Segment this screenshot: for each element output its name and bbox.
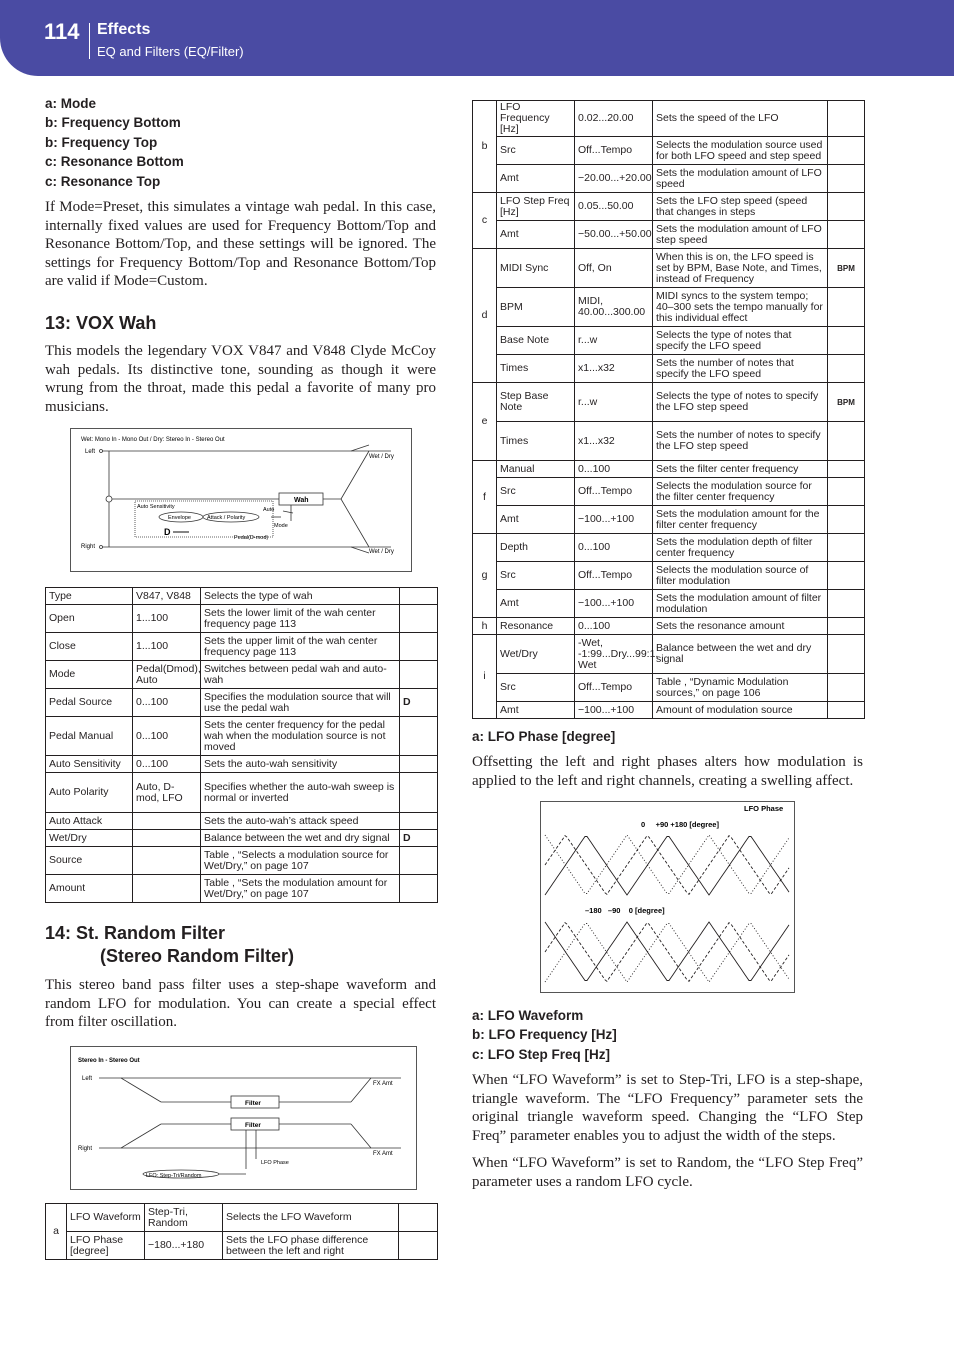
sync-icon: [828, 562, 865, 590]
dmod-icon: D: [164, 527, 171, 537]
envelope-label: Envelope: [168, 515, 191, 521]
phase-waveforms: [545, 835, 789, 982]
attack-polarity-label: Attack / Polarity: [207, 515, 246, 521]
table-row: Auto Sensitivity 0...100 Sets the auto-wah sensitivity: [46, 756, 438, 773]
filter-block: Filter: [245, 1100, 261, 1107]
dmod-icon: D: [400, 689, 438, 717]
sync-icon: [828, 355, 865, 383]
sync-icon: [828, 288, 865, 327]
table-row: Pedal Manual 0...100 Sets the center frequency for the pedal wah when the modulation source is not moved: [46, 717, 438, 756]
header-divider: [89, 23, 90, 59]
table-row: Amt −20.00...+20.00 Sets the modulation amount of LFO speed: [473, 165, 865, 193]
table-row: Times x1...x32 Sets the number of notes that specify the LFO speed: [473, 355, 865, 383]
page-header: [0, 0, 954, 76]
top-phase-ticks: 0 +90 +180 [degree]: [641, 820, 719, 829]
table-row: c LFO Step Freq [Hz] 0.05...50.00 Sets the LFO step speed (speed that changes in steps: [473, 193, 865, 221]
table-row: i Wet/Dry -Wet, -1:99...Dry...99:1, Wet Balance between the wet and dry signal: [473, 635, 865, 674]
table-row: Source Table , “Selects a modulation source for Wet/Dry,” on page 107: [46, 847, 438, 875]
table-row: Amount Table , “Sets the modulation amount for Wet/Dry,” on page 107: [46, 875, 438, 903]
lfo-waveform-description: [472, 1071, 863, 1192]
param-label: c: Resonance Top: [45, 173, 161, 189]
table-row: g Depth 0...100 Sets the modulation depth of filter center frequency: [473, 534, 865, 562]
chapter-title: Effects: [97, 21, 151, 38]
table-row: Src Off...Tempo Table , “Dynamic Modulation sources,” on page 106: [473, 674, 865, 702]
page-number: 114: [44, 19, 80, 44]
table-row: e Step Base Note r...w Selects the type of notes to specify the LFO step speed BPM: [473, 383, 865, 422]
mode-label: Mode: [274, 523, 288, 529]
table-row: BPM MIDI, 40.00...300.00 MIDI syncs to the system tempo; 40–300 sets the tempo manually for this individual effect: [473, 288, 865, 327]
vox-wah-parameter-table: [45, 587, 438, 903]
sync-icon: [828, 422, 865, 461]
dmod-icon: [400, 717, 438, 756]
dmod-icon: [400, 773, 438, 813]
table-row: Amt −100...+100 Sets the modulation amount for the filter center frequency: [473, 506, 865, 534]
param-label: b: LFO Frequency [Hz]: [472, 1027, 617, 1043]
table-row: Mode Pedal(Dmod), Auto Switches between pedal wah and auto-wah: [46, 661, 438, 689]
random-filter-description: [45, 976, 436, 1032]
dmod-icon: [400, 847, 438, 875]
lfo-waveform-labels: [472, 1006, 864, 1064]
phase-wave: [545, 923, 789, 982]
param-label: a: LFO Phase [degree]: [472, 729, 616, 744]
table-row: f Manual 0...100 Sets the filter center frequency: [473, 461, 865, 478]
sync-icon: [828, 165, 865, 193]
left-label: Left: [85, 449, 96, 455]
wah-description: [45, 198, 436, 291]
body-text: This stereo band pass filter uses a step-shape waveform and random LFO for modulation. You can create a special effect from filter oscillation.: [45, 977, 436, 1031]
wah-param-labels: [45, 94, 437, 191]
dmod-icon: [400, 875, 438, 903]
auto-label: Auto: [263, 507, 275, 513]
table-row: Base Note r...w Selects the type of notes that specify the LFO speed: [473, 327, 865, 355]
pedal-dmod-label: Pedal(D-mod): [234, 535, 269, 541]
fx-amt-label: FX Amt: [373, 1081, 393, 1087]
body-text: When “LFO Waveform” is set to Random, the “LFO Step Freq” parameter uses a random LFO cycle.: [472, 1155, 863, 1190]
table-row: h Resonance 0...100 Sets the resonance amount: [473, 618, 865, 635]
dmod-icon: D: [400, 830, 438, 847]
param-label: c: Resonance Bottom: [45, 154, 184, 170]
sync-icon: BPM: [828, 249, 865, 288]
sync-icon: [828, 702, 865, 719]
sync-icon: [828, 618, 865, 635]
phase-wave: [545, 837, 789, 896]
sync-icon: [828, 590, 865, 618]
param-label: b: Frequency Top: [45, 134, 158, 150]
dmod-icon: [400, 588, 438, 605]
random-filter-table-a: [45, 1203, 438, 1260]
wet-dry-label: Wet / Dry: [369, 549, 394, 555]
wet-dry-label: Wet / Dry: [369, 454, 394, 460]
sync-icon: [828, 221, 865, 249]
section-subtitle: EQ and Filters (EQ/Filter): [97, 44, 244, 59]
table-row: d MIDI Sync Off, On When this is on, the LFO speed is set by BPM, Base Note, and Times, instead of Frequency BPM: [473, 249, 865, 288]
sync-icon: [828, 137, 865, 165]
param-label: a: LFO Waveform: [472, 1008, 584, 1023]
sync-icon: [828, 327, 865, 355]
table-row: Type V847, V848 Selects the type of wah: [46, 588, 438, 605]
dmod-icon: [400, 633, 438, 661]
diagram-caption: Stereo In - Stereo Out: [78, 1058, 140, 1064]
table-row: Times x1...x32 Sets the number of notes to specify the LFO step speed: [473, 422, 865, 461]
diagram-caption: Wet: Mono In - Mono Out / Dry: Stereo In - Stereo Out: [81, 437, 225, 443]
sync-icon: [828, 101, 865, 137]
table-row: LFO Phase [degree] −180...+180 Sets the LFO phase difference between the left and right: [46, 1232, 438, 1260]
vox-wah-description: [45, 342, 436, 416]
section-heading: 14: St. Random Filter: [45, 923, 226, 943]
lfo-phase-section: [472, 727, 864, 746]
phase-wave: [545, 924, 789, 983]
body-text: When “LFO Waveform” is set to Step-Tri, LFO is a step-shape, triangle waveform. The “LFO Frequency” parameter sets the original triangle waveform speed. Changing the “LFO Step Freq” parameter enables you to adjust the width of the steps.: [472, 1072, 863, 1144]
table-row: b LFO Frequency [Hz] 0.02...20.00 Sets the speed of the LFO: [473, 101, 865, 137]
phase-wave: [545, 836, 789, 895]
table-row: Amt −100...+100 Sets the modulation amount of filter modulation: [473, 590, 865, 618]
table-row: Src Off...Tempo Selects the modulation source for the filter center frequency: [473, 478, 865, 506]
diagram-title: LFO Phase: [744, 804, 784, 813]
lfo-phase-diagram: [540, 801, 795, 993]
sync-icon: [828, 478, 865, 506]
wah-block: Wah: [294, 497, 309, 504]
sync-icon: [828, 534, 865, 562]
param-label: b: Frequency Bottom: [45, 115, 181, 131]
table-row: Src Off...Tempo Selects the modulation source used for both LFO speed and step speed: [473, 137, 865, 165]
table-row: Pedal Source 0...100 Specifies the modulation source that will use the pedal wah D: [46, 689, 438, 717]
dmod-icon: [399, 1204, 438, 1232]
table-row: Close 1...100 Sets the upper limit of the wah center frequency page 113: [46, 633, 438, 661]
filter-block: Filter: [245, 1122, 261, 1129]
dmod-icon: [400, 605, 438, 633]
dmod-icon: [399, 1232, 438, 1260]
phase-wave: [545, 835, 789, 894]
sync-icon: BPM: [828, 383, 865, 422]
lfo-phase-description: [472, 753, 863, 790]
table-row: Auto Polarity Auto, D-mod, LFO Specifies whether the auto-wah sweep is normal or inverted: [46, 773, 438, 813]
body-text: If Mode=Preset, this simulates a vintage wah pedal. In this case, internally fixed values are used for Frequency Bottom/Top and Resonance Bottom/Top, and these settings will be ignored. The settings for Frequency Bottom/Top and Resonance Bottom/Top are valid if Mode=Custom.: [45, 199, 436, 290]
vox-wah-block-diagram: [70, 428, 412, 572]
table-row: Open 1...100 Sets the lower limit of the wah center frequency page 113: [46, 605, 438, 633]
table-row: Src Off...Tempo Selects the modulation source of filter modulation: [473, 562, 865, 590]
dmod-icon: [400, 813, 438, 830]
lfo-phase-label: LFO Phase: [261, 1160, 289, 1166]
sync-icon: [828, 635, 865, 674]
phase-wave: [545, 922, 789, 981]
table-row: a LFO Waveform Step-Tri, Random Selects the LFO Waveform: [46, 1204, 438, 1232]
left-label: Left: [82, 1076, 93, 1082]
bottom-phase-ticks: –180 –90 0 [degree]: [585, 906, 665, 915]
param-label: c: LFO Step Freq [Hz]: [472, 1046, 610, 1062]
sync-icon: [828, 193, 865, 221]
random-filter-section: [45, 923, 437, 967]
body-text: Offsetting the left and right phases alters how modulation is applied to the left and right channels, creating a swelling affect.: [472, 754, 863, 789]
table-row: Wet/Dry Balance between the wet and dry signal D: [46, 830, 438, 847]
random-filter-block-diagram: [70, 1046, 417, 1190]
sync-icon: [828, 506, 865, 534]
vox-wah-section: [45, 313, 437, 334]
table-row: Auto Attack Sets the auto-wah’s attack speed: [46, 813, 438, 830]
right-label: Right: [81, 544, 96, 550]
auto-sensitivity-label: Auto Sensitivity: [137, 504, 175, 510]
random-filter-parameter-table: [472, 100, 865, 719]
right-label: Right: [78, 1146, 93, 1152]
body-text: This models the legendary VOX V847 and V848 Clyde McCoy wah pedals. Its distinctive tone, sounding as though it were wrung from the throat, made this pedal a favorite of many pro musicians.: [45, 343, 436, 415]
table-row: Amt −50.00...+50.00 Sets the modulation amount of LFO step speed: [473, 221, 865, 249]
section-heading-sub: (Stereo Random Filter): [100, 946, 295, 966]
table-row: Amt −100...+100 Amount of modulation source: [473, 702, 865, 719]
fx-amt-label: FX Amt: [373, 1151, 393, 1157]
lfo-waveform-label: LFO: Step-Tri/Random: [146, 1173, 202, 1179]
param-label: a: Mode: [45, 96, 97, 111]
sync-icon: [828, 461, 865, 478]
sync-icon: [828, 674, 865, 702]
dmod-icon: [400, 756, 438, 773]
dmod-icon: [400, 661, 438, 689]
section-heading: 13: VOX Wah: [45, 313, 157, 333]
